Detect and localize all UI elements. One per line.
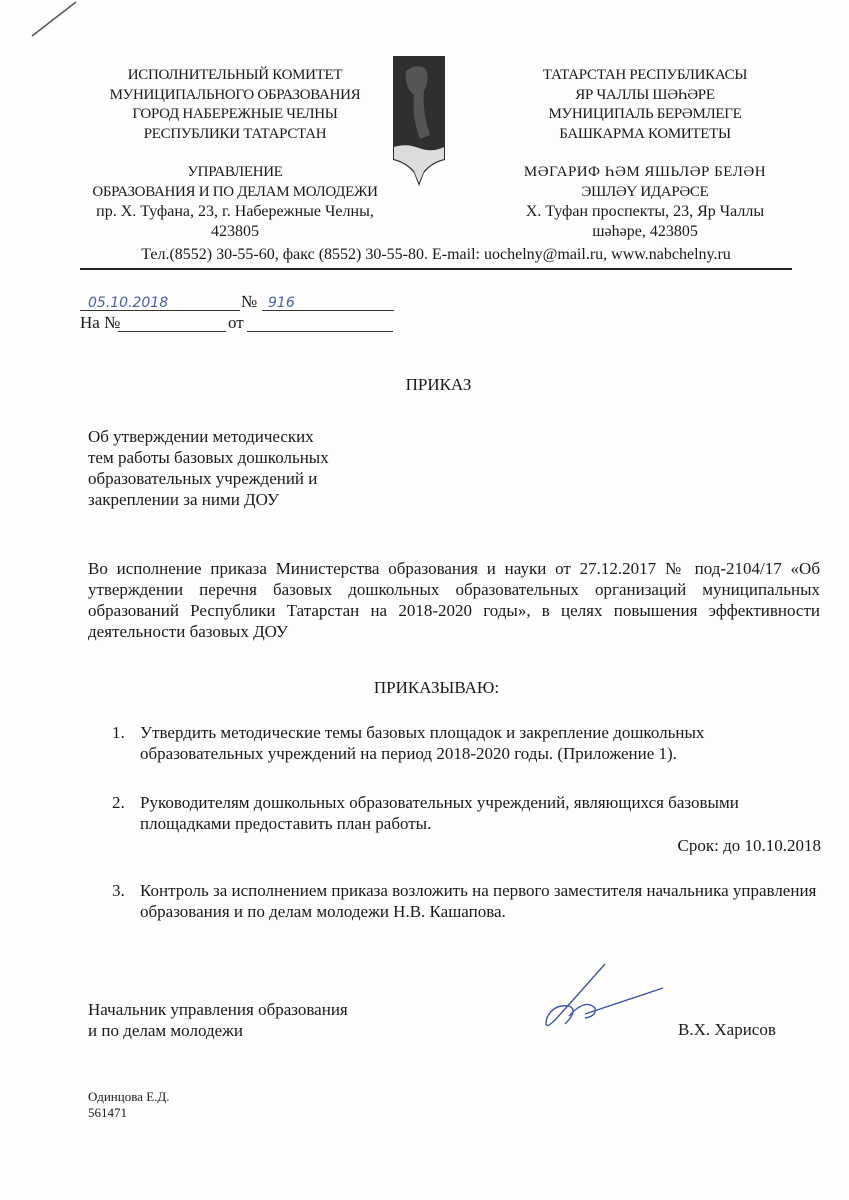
subject-line: тем работы базовых дошкольных — [88, 448, 329, 467]
right-org-block — [500, 66, 790, 144]
subject-line: образовательных учреждений и — [88, 469, 318, 488]
right-org-line: МУНИЦИПАЛЬ БЕРӘМЛЕГЕ — [548, 106, 742, 122]
left-org-line: РЕСПУБЛИКИ ТАТАРСТАН — [143, 125, 327, 142]
right-address-line: Х. Туфан проспекты, 23, Яр Чаллы — [525, 203, 765, 220]
header-rule — [80, 268, 792, 270]
date-value: 05.10.2018 — [88, 295, 169, 311]
document-title: ПРИКАЗ — [405, 375, 472, 394]
handwritten-signature — [535, 958, 665, 1038]
number-value: 916 — [268, 295, 295, 311]
number-field — [262, 292, 394, 311]
ref-number-field — [118, 313, 226, 332]
right-dept-block — [490, 163, 800, 241]
right-address-line: шәһәре, 423805 — [592, 222, 698, 240]
item-number: 1. — [112, 723, 125, 742]
order-item — [112, 880, 820, 922]
order-heading: ПРИКАЗЫВАЮ: — [373, 678, 500, 697]
left-org-block — [95, 66, 375, 144]
ref-number-label: На № — [80, 313, 121, 332]
subject-block — [88, 426, 329, 510]
left-address-line: пр. Х. Туфана, 23, г. Набережные Челны, — [96, 203, 374, 220]
executor-block — [88, 1089, 170, 1121]
left-address-line: 423805 — [211, 222, 259, 240]
subject-line: Об утверждении методических — [88, 427, 314, 446]
ref-date-label: от — [228, 313, 244, 332]
contacts-line: Тел.(8552) 30-55-60, факс (8552) 30-55-80. E-mail: uochelny@mail.ru, www.nabchelny.ru — [141, 246, 731, 263]
right-org-line: ЯР ЧАЛЛЫ ШӘҺӘРЕ — [575, 86, 715, 103]
position-line: и по делам молодежи — [88, 1021, 243, 1040]
order-item — [112, 792, 820, 834]
coat-of-arms-emblem — [392, 55, 446, 187]
scan-mark — [30, 0, 80, 40]
executor-phone: 561471 — [88, 1105, 127, 1120]
preamble-paragraph: Во исполнение приказа Министерства образования и науки от 27.12.2017 № под-2104/17 «Об утверждении перечня базовых дошкольных образовательных организаций муниципальных образований Республики Татарстан на 2018-2020 годы», в целях повышения эффективности деятельности базовых ДОУ — [88, 559, 820, 641]
right-dept-line: МӘГАРИФ ҺӘМ ЯШЬЛӘР БЕЛӘН — [523, 164, 767, 180]
left-org-line: МУНИЦИПАЛЬНОГО ОБРАЗОВАНИЯ — [109, 86, 361, 103]
position-line: Начальник управления образования — [88, 1000, 348, 1019]
right-org-line: БАШКАРМА КОМИТЕТЫ — [559, 125, 731, 142]
item-text: Утвердить методические темы базовых площадок и закрепление дошкольных образовательных учреждений на период 2018-2020 годы. (Приложение 1). — [140, 723, 705, 763]
order-item — [112, 722, 820, 764]
left-dept-block — [80, 163, 390, 241]
right-org-line: ТАТАРСТАН РЕСПУБЛИКАСЫ — [542, 67, 748, 83]
right-dept-line: ЭШЛӘҮ ИДАРӘСЕ — [581, 183, 709, 200]
left-dept-line: ОБРАЗОВАНИЯ И ПО ДЕЛАМ МОЛОДЕЖИ — [92, 183, 378, 200]
item-number: 3. — [112, 881, 125, 900]
number-label: № — [241, 292, 258, 311]
left-org-line: ГОРОД НАБЕРЕЖНЫЕ ЧЕЛНЫ — [132, 106, 338, 122]
subject-line: закреплении за ними ДОУ — [88, 490, 280, 509]
deadline: Срок: до 10.10.2018 — [677, 836, 821, 855]
left-org-line: ИСПОЛНИТЕЛЬНЫЙ КОМИТЕТ — [127, 67, 343, 83]
item-text: Руководителям дошкольных образовательных учреждений, являющихся базовыми площадками предоставить план работы. — [140, 793, 739, 833]
item-text: Контроль за исполнением приказа возложить на первого заместителя начальника управления образования и по делам молодежи Н.В. Кашапова. — [140, 881, 817, 921]
executor-name: Одинцова Е.Д. — [88, 1089, 170, 1104]
ref-date-field — [247, 313, 393, 332]
left-dept-line: УПРАВЛЕНИЕ — [187, 164, 283, 180]
item-number: 2. — [112, 793, 125, 812]
signatory-position — [88, 999, 348, 1041]
signatory-name: В.Х. Харисов — [678, 1020, 776, 1039]
date-field — [80, 292, 240, 311]
